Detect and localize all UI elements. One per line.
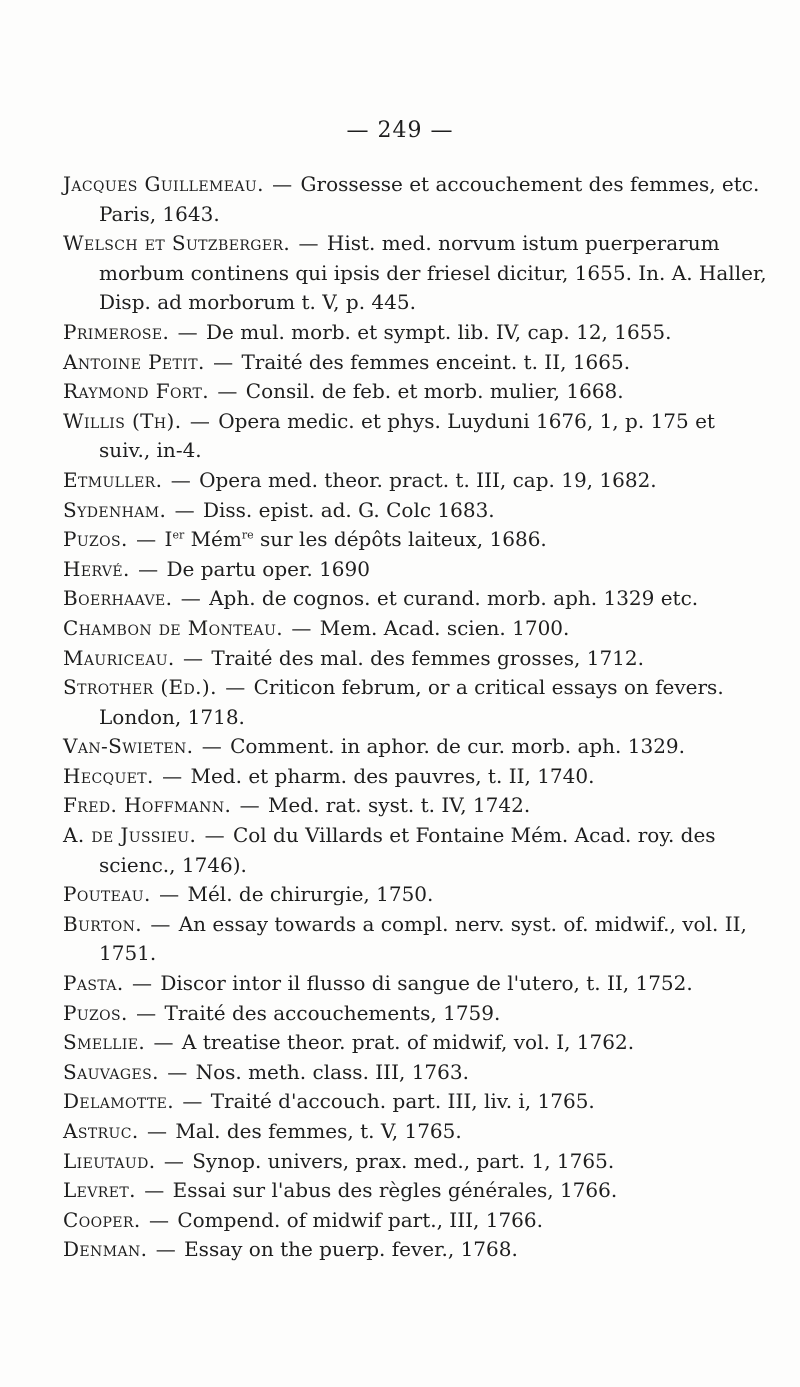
bibliography-entry: A. de Jussieu. — Col du Villards et Fontaine Mém. Acad. roy. des scienc., 1746). <box>63 823 716 877</box>
entry-text: De mul. morb. et sympt. lib. IV, cap. 12, 1655. <box>206 319 672 344</box>
entry-text: Traité d'accouch. part. III, liv. i, 1765. <box>210 1089 595 1114</box>
entry-text: De partu oper. 1690 <box>166 556 370 581</box>
bibliography-entry: Pasta. — Discor intor il flusso di sangue de l'utero, t. II, 1752. <box>63 971 693 996</box>
entry-author: Hervé. <box>63 556 130 581</box>
superscript-er: er <box>172 528 185 542</box>
entry-text: Mél. de chirurgie, 1750. <box>187 882 434 907</box>
entry-author: Van-Swieten. <box>63 734 194 759</box>
entry-author: Chambon de Monteau. <box>63 615 284 640</box>
bibliography-entry: Burton. — An essay towards a compl. nerv. syst. of. midwif., vol. II, 1751. <box>63 911 747 966</box>
entry-author: Sauvages. <box>63 1059 159 1084</box>
entry-text: Comment. in aphor. de cur. morb. aph. 1329. <box>230 734 686 759</box>
entry-author: Welsch et Sutzberger. <box>63 231 291 256</box>
entry-author: Cooper. <box>63 1207 141 1232</box>
bibliography-entry: Hervé. — De partu oper. 1690 <box>63 556 370 581</box>
entry-text: Diss. epist. ad. G. Colc 1683. <box>202 497 495 522</box>
entry-text: Essai sur l'abus des règles générales, 1766. <box>172 1178 618 1203</box>
bibliography-entry: Strother (Ed.). — Criticon februm, or a critical essays on fevers. London, 1718. <box>63 675 724 729</box>
bibliography-entry: Smellie. — A treatise theor. prat. of midwif, vol. I, 1762. <box>63 1030 635 1055</box>
bibliography-entry: Willis (Th). — Opera medic. et phys. Luyduni 1676, 1, p. 175 et suiv., in-4. <box>63 408 715 463</box>
entry-author: Burton. <box>63 911 143 936</box>
entry-text: Synop. univers, prax. med., part. 1, 1765. <box>192 1148 615 1173</box>
entry-text: Traité des femmes enceint. t. II, 1665. <box>241 349 631 374</box>
entry-author: Willis (Th). <box>63 408 182 433</box>
bibliography-entry: Primerose. — De mul. morb. et sympt. lib. IV, cap. 12, 1655. <box>63 319 672 344</box>
entry-author: Boerhaave. <box>63 586 173 611</box>
entry-author: Lieutaud. <box>63 1148 156 1173</box>
bibliography-entry: Antoine Petit. — Traité des femmes enceint. t. II, 1665. <box>63 349 631 374</box>
bibliography-entry: Puzos. — Ier Mém$^{re}$ sur les dépôts laiteux, 1686. <box>63 527 547 552</box>
entry-text: Col du Villards et Fontaine Mém. Acad. roy. des scienc., 1746). <box>99 823 716 877</box>
entry-text: Opera med. theor. pract. t. III, cap. 19, 1682. <box>199 467 657 492</box>
entry-author: Strother (Ed.). <box>63 675 217 700</box>
bibliography-entry: Etmuller. — Opera med. theor. pract. t. III, cap. 19, 1682. <box>63 467 657 492</box>
superscript-re: re <box>241 528 254 542</box>
entry-memoire: Mém <box>184 527 242 552</box>
bibliography-entry: Astruc. — Mal. des femmes, t. V, 1765. <box>63 1119 462 1143</box>
entry-text: Criticon februm, or a critical essays on fevers. London, 1718. <box>99 675 724 729</box>
entry-text: Aph. de cognos. et curand. morb. aph. 1329 etc. <box>209 586 699 611</box>
entry-author: Denman. <box>63 1237 148 1262</box>
bibliography-entry: Levret. — Essai sur l'abus des règles générales, 1766. <box>63 1178 618 1203</box>
entry-author: Primerose. <box>63 319 170 344</box>
bibliography-entry: Pouteau. — Mél. de chirurgie, 1750. <box>63 882 434 907</box>
entry-text: Traité des mal. des femmes grosses, 1712. <box>211 645 644 670</box>
entry-author: Astruc. <box>63 1119 139 1143</box>
entry-author: Hecquet. <box>63 763 154 788</box>
entry-text: Mem. Acad. scien. 1700. <box>319 615 570 640</box>
bibliography-entry: Puzos. — Traité des accouchements, 1759. <box>63 1000 501 1025</box>
entry-author: Fred. Hoffmann. <box>63 793 232 818</box>
bibliography-entry: Boerhaave. — Aph. de cognos. et curand. morb. aph. 1329 etc. <box>63 586 699 611</box>
entry-text: Med. et pharm. des pauvres, t. II, 1740. <box>190 763 595 788</box>
bibliography-entry: Denman. — Essay on the puerp. fever., 1768. <box>63 1237 518 1262</box>
bibliography-entry: Cooper. — Compend. of midwif part., III, 1766. <box>63 1207 543 1232</box>
entry-text: Nos. meth. class. III, 1763. <box>195 1059 469 1084</box>
entry-author: Puzos. <box>63 527 128 552</box>
entry-author: Raymond Fort. <box>63 379 210 404</box>
entry-text: An essay towards a compl. nerv. syst. of. midwif., vol. II, 1751. <box>99 911 747 966</box>
entry-author: Mauriceau. <box>63 645 175 670</box>
entry-text: Mal. des femmes, t. V, 1765. <box>175 1119 462 1143</box>
bibliography-entry: Mauriceau. — Traité des mal. des femmes grosses, 1712. <box>63 645 644 670</box>
entry-text: Discor intor il flusso di sangue de l'utero, t. II, 1752. <box>160 971 693 996</box>
entry-text: Med. rat. syst. t. IV, 1742. <box>267 793 531 818</box>
entry-author: Delamotte. <box>63 1089 174 1114</box>
bibliography-entry: Fred. Hoffmann. — Med. rat. syst. t. IV, 1742. <box>63 793 531 818</box>
bibliography-entry: Van-Swieten. — Comment. in aphor. de cur. morb. aph. 1329. <box>63 734 686 759</box>
entry-text: Compend. of midwif part., III, 1766. <box>177 1207 543 1232</box>
entry-author: Smellie. <box>63 1030 146 1055</box>
entry-author: Antoine Petit. <box>63 349 205 374</box>
entry-text: sur les dépôts laiteux, 1686. <box>253 527 547 552</box>
bibliography-entry: Welsch et Sutzberger. — Hist. med. norvum istum puerperarum morbum continens qui ipsis der friesel dicitur, 1655. In. A. Haller, Disp. ad morborum t. V, p. 445. <box>63 231 767 315</box>
entry-text: Traité des accouchements, 1759. <box>164 1000 501 1025</box>
page-number: — 249 — <box>346 118 454 143</box>
bibliography-entry: Chambon de Monteau. — Mem. Acad. scien. 1700. <box>63 615 570 640</box>
bibliography-list <box>63 170 768 1265</box>
bibliography-entry: Jacques Guillemeau. — Grossesse et accouchement des femmes, etc. Paris, 1643. <box>63 172 760 226</box>
entry-author: Sydenham. <box>63 497 167 522</box>
bibliography-entry: Hecquet. — Med. et pharm. des pauvres, t. II, 1740. <box>63 763 595 788</box>
bibliography-entry: Raymond Fort. — Consil. de feb. et morb. mulier, 1668. <box>63 379 624 404</box>
entry-text: Consil. de feb. et morb. mulier, 1668. <box>245 379 624 404</box>
bibliography-entry: Sydenham. — Diss. epist. ad. G. Colc 1683. <box>63 497 495 522</box>
entry-author: Jacques Guillemeau. <box>63 172 264 196</box>
entry-text: Opera medic. et phys. Luyduni 1676, 1, p. 175 et suiv., in-4. <box>99 408 715 463</box>
entry-author: A. de Jussieu. <box>63 823 197 848</box>
entry-text: A treatise theor. prat. of midwif, vol. I, 1762. <box>181 1030 635 1055</box>
entry-prefix: I <box>164 527 173 552</box>
entry-author: Puzos. <box>63 1000 128 1025</box>
entry-text: Grossesse et accouchement des femmes, etc. Paris, 1643. <box>99 172 760 226</box>
bibliography-entry: Lieutaud. — Synop. univers, prax. med., part. 1, 1765. <box>63 1148 615 1173</box>
entry-author: Pasta. <box>63 971 124 996</box>
entry-text: Hist. med. norvum istum puerperarum morbum continens qui ipsis der friesel dicitur, 1655. In. A. Haller, Disp. ad morborum t. V, p. 445. <box>99 231 767 315</box>
entry-author: Levret. <box>63 1178 136 1203</box>
entry-text: Essay on the puerp. fever., 1768. <box>184 1237 518 1262</box>
entry-author: Etmuller. <box>63 467 163 492</box>
bibliography-entry: Delamotte. — Traité d'accouch. part. III, liv. i, 1765. <box>63 1089 595 1114</box>
bibliography-entry: Sauvages. — Nos. meth. class. III, 1763. <box>63 1059 469 1084</box>
entry-author: Pouteau. <box>63 882 151 907</box>
